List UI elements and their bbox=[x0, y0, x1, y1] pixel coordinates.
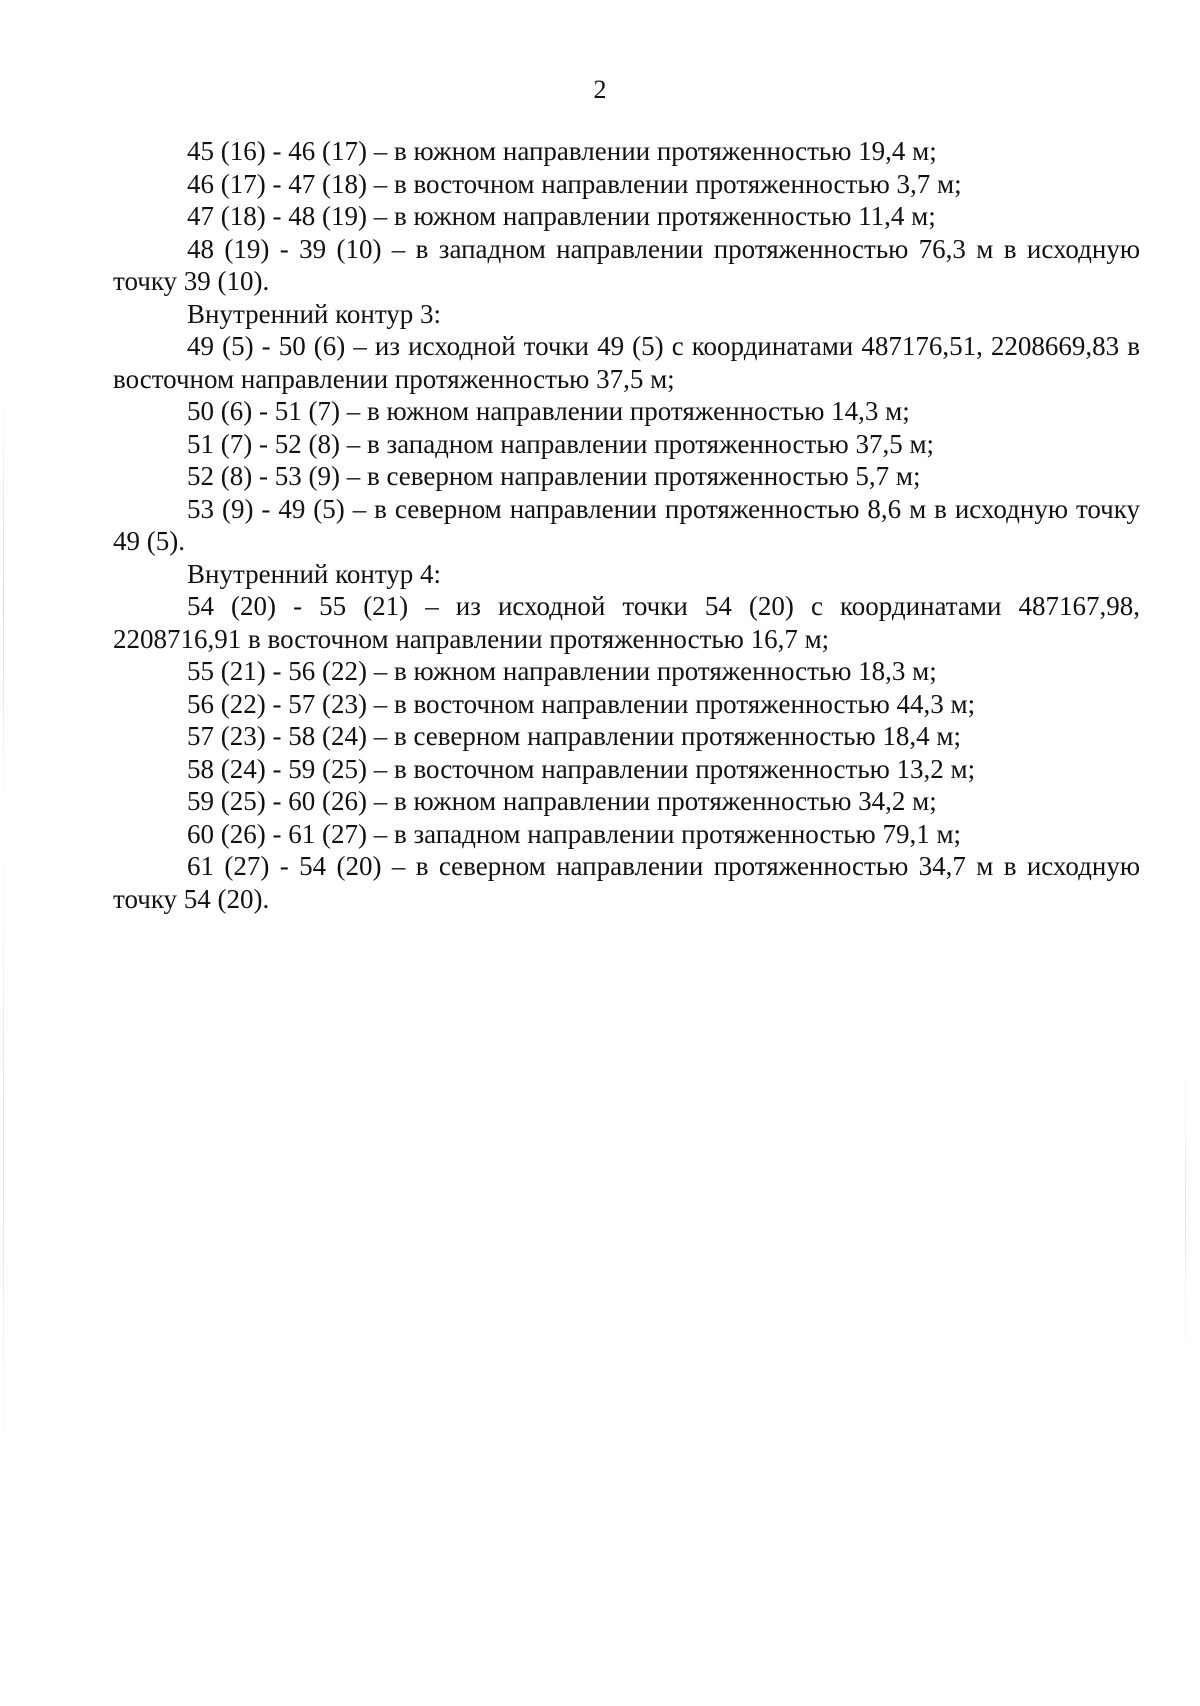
section-heading-inner-contour-4: Внутренний контур 4: bbox=[187, 558, 442, 589]
scan-edge-artifact-left bbox=[3, 380, 4, 1480]
paragraph-segment-48-39: 48 (19) - 39 (10) – в западном направлении протяженностью 76,3 м в исходную точку 39 (10). bbox=[113, 233, 1140, 296]
paragraph-segment-53-49: 53 (9) - 49 (5) – в северном направлении протяженностью 8,6 м в исходную точку 49 (5). bbox=[113, 493, 1140, 556]
paragraph-segment-55-56: 55 (21) - 56 (22) – в южном направлении протяженностью 18,3 м; bbox=[187, 656, 937, 686]
scan-edge-artifact-right bbox=[1185, 1050, 1186, 1370]
paragraph-segment-58-59: 58 (24) - 59 (25) – в восточном направлении протяженностью 13,2 м; bbox=[187, 753, 976, 784]
paragraph-segment-57-58: 57 (23) - 58 (24) – в северном направлении протяженностью 18,4 м; bbox=[187, 721, 961, 751]
section-heading-inner-contour-3: Внутренний контур 3: bbox=[187, 298, 442, 329]
page-number: 2 bbox=[593, 75, 607, 104]
paragraph-segment-49-50: 49 (5) - 50 (6) – из исходной точки 49 (5) с координатами 487176,51, 2208669,83 в восточном направлении протяженностью 37,5 м; bbox=[113, 331, 1140, 394]
paragraph-segment-59-60: 59 (25) - 60 (26) – в южном направлении протяженностью 34,2 м; bbox=[187, 786, 937, 816]
paragraph-segment-52-53: 52 (8) - 53 (9) – в северном направлении протяженностью 5,7 м; bbox=[187, 461, 921, 491]
document-body bbox=[113, 135, 1140, 915]
paragraph-segment-56-57: 56 (22) - 57 (23) – в восточном направлении протяженностью 44,3 м; bbox=[187, 688, 976, 719]
paragraph-segment-54-55: 54 (20) - 55 (21) – из исходной точки 54 (20) с координатами 487167,98, 2208716,91 в восточном направлении протяженностью 16,7 м; bbox=[113, 591, 1140, 654]
paragraph-segment-61-54: 61 (27) - 54 (20) – в северном направлении протяженностью 34,7 м в исходную точку 54 (20). bbox=[113, 851, 1140, 914]
paragraph-segment-47-48: 47 (18) - 48 (19) – в южном направлении протяженностью 11,4 м; bbox=[187, 201, 936, 231]
paragraph-segment-60-61: 60 (26) - 61 (27) – в западном направлении протяженностью 79,1 м; bbox=[187, 818, 962, 849]
paragraph-segment-50-51: 50 (6) - 51 (7) – в южном направлении протяженностью 14,3 м; bbox=[187, 396, 910, 426]
paragraph-segment-45-46: 45 (16) - 46 (17) – в южном направлении протяженностью 19,4 м; bbox=[187, 136, 937, 166]
paragraph-segment-51-52: 51 (7) - 52 (8) – в западном направлении протяженностью 37,5 м; bbox=[187, 428, 935, 459]
paragraph-segment-46-47: 46 (17) - 47 (18) – в восточном направлении протяженностью 3,7 м; bbox=[187, 168, 962, 199]
